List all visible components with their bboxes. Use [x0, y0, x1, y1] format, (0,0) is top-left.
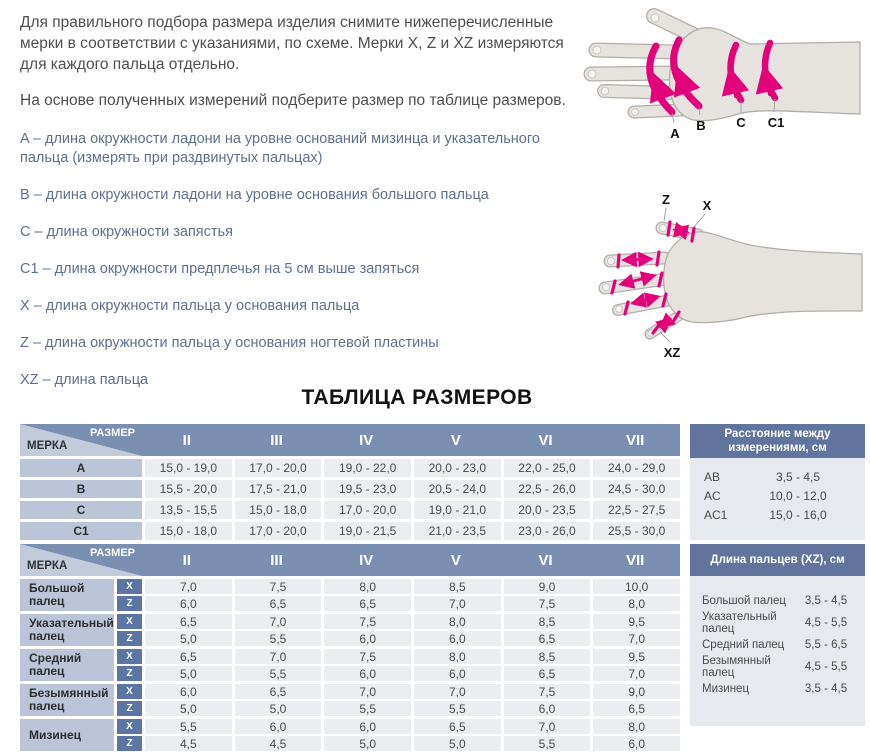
distance-panel-header: Расстояние между измерениями, см — [690, 424, 865, 458]
finger-x-value-cell: 9,5 — [593, 614, 680, 629]
finger-z-value-cell: 6,5 — [235, 596, 322, 611]
size-column-header: V — [450, 431, 461, 449]
finger-z-value-cell: 6,0 — [324, 666, 411, 681]
finger-x-value-cell: 10,0 — [593, 579, 680, 594]
z-chip: Z — [117, 701, 142, 716]
finger-length-row — [690, 656, 865, 678]
finger-x-value-cell: 8,0 — [324, 579, 411, 594]
size-range-cell: 22,5 - 27,5 — [593, 501, 680, 519]
table2-corner-cell — [20, 544, 142, 576]
table1-row — [20, 459, 680, 477]
table1-row — [20, 480, 680, 498]
finger-x-value-cell: 8,5 — [504, 614, 591, 629]
finger-z-value-cell: 7,5 — [504, 596, 591, 611]
distance-panel — [690, 424, 865, 540]
measure-label: C1 — [20, 522, 142, 540]
distance-row — [690, 505, 865, 524]
size-range-cell: 17,5 - 21,0 — [235, 480, 322, 498]
finger-length-value: 5,5 - 6,5 — [804, 639, 848, 651]
finger-z-value-cell: 5,5 — [235, 666, 322, 681]
finger-length-value: 3,5 - 4,5 — [804, 595, 848, 607]
x-chip: X — [117, 579, 142, 594]
table1-corner-cell — [20, 424, 142, 456]
size-column-header: IV — [359, 431, 374, 449]
finger-z-value-cell: 5,0 — [235, 701, 322, 716]
corner-size-label: РАЗМЕР — [89, 427, 135, 439]
finger-length-label: Указательный палец — [702, 611, 777, 635]
finger-group-row — [20, 579, 680, 611]
finger-z-value-cell: 5,5 — [324, 701, 411, 716]
corner-merka-label: МЕРКА — [27, 440, 68, 452]
size-column-header: IV — [359, 551, 374, 569]
finger-z-value-cell: 5,0 — [145, 631, 232, 646]
table1-body — [20, 459, 680, 540]
size-range-cell: 23,0 - 26,0 — [504, 522, 591, 540]
finger-z-value-cell: 5,0 — [145, 701, 232, 716]
z-chip: Z — [117, 736, 142, 751]
x-chip: X — [117, 614, 142, 629]
size-table-title: ТАБЛИЦА РАЗМЕРОВ — [301, 386, 533, 409]
table1-row — [20, 501, 680, 519]
finger-group-row — [20, 719, 680, 751]
size-range-cell: 19,5 - 23,0 — [324, 480, 411, 498]
finger-label: Большой палец — [20, 579, 114, 611]
x-chip: X — [117, 719, 142, 734]
size-column-header: III — [270, 551, 283, 569]
size-column-header: VII — [625, 551, 645, 569]
size-range-cell: 25,5 - 30,0 — [593, 522, 680, 540]
size-column-header: V — [450, 551, 461, 569]
finger-length-value: 4,5 - 5,5 — [804, 617, 848, 629]
finger-z-value-cell: 6,5 — [504, 666, 591, 681]
finger-x-value-cell: 6,5 — [145, 614, 232, 629]
size-range-cell: 24,0 - 29,0 — [593, 459, 680, 477]
finger-length-value: 4,5 - 5,5 — [804, 661, 848, 673]
finger-length-row — [690, 612, 865, 634]
finger-z-value-cell: 6,0 — [593, 736, 680, 751]
finger-z-value-cell: 5,0 — [324, 736, 411, 751]
label-a: A — [670, 126, 680, 141]
definition-item: C – длина окружности запястья — [20, 224, 233, 240]
label-x: X — [702, 198, 712, 213]
corner-size-label: РАЗМЕР — [89, 547, 135, 559]
finger-group-row — [20, 614, 680, 646]
size-range-cell: 19,0 - 21,0 — [414, 501, 501, 519]
definitions-list — [20, 130, 588, 408]
finger-x-value-cell: 7,0 — [235, 649, 322, 664]
measure-label: C — [20, 501, 142, 519]
z-chip: Z — [117, 596, 142, 611]
x-chip: X — [117, 649, 142, 664]
size-range-cell: 20,0 - 23,0 — [414, 459, 501, 477]
size-table-fingers — [20, 544, 680, 754]
finger-x-value-cell: 7,5 — [504, 684, 591, 699]
finger-z-value-cell: 5,5 — [504, 736, 591, 751]
finger-label: Средний палец — [20, 649, 114, 681]
finger-z-value-cell: 5,0 — [414, 736, 501, 751]
finger-group-row — [20, 649, 680, 681]
size-column-header: VII — [625, 431, 645, 449]
definition-item: XZ – длина пальца — [20, 372, 149, 388]
x-chip: X — [117, 684, 142, 699]
finger-z-value-cell: 6,5 — [504, 631, 591, 646]
finger-x-value-cell: 7,0 — [414, 684, 501, 699]
size-column-header: III — [270, 431, 283, 449]
corner-merka-label: МЕРКА — [27, 560, 68, 572]
label-xz: XZ — [663, 345, 681, 360]
definition-item: Z – длина окружности пальца у основания ногтевой пластины — [20, 335, 439, 351]
size-range-cell: 19,0 - 22,0 — [324, 459, 411, 477]
finger-length-panel-header: Длина пальцев (XZ), см — [690, 544, 865, 576]
measure-label: A — [20, 459, 142, 477]
finger-length-value: 3,5 - 4,5 — [804, 683, 848, 695]
finger-x-value-cell: 6,5 — [145, 649, 232, 664]
definition-item: B – длина окружности ладони на уровне основания большого пальца — [20, 187, 489, 203]
definition-item: C1 – длина окружности предплечья на 5 см выше запяться — [20, 261, 420, 277]
finger-z-value-cell: 6,0 — [145, 596, 232, 611]
finger-x-value-cell: 6,5 — [414, 719, 501, 734]
finger-x-value-cell: 5,5 — [145, 719, 232, 734]
size-range-cell: 15,5 - 20,0 — [145, 480, 232, 498]
size-range-cell: 20,0 - 23,5 — [504, 501, 591, 519]
intro-paragraph-1: Для правильного подбора размера изделия снимите нижеперечисленные мерки в соответствии с указаниями, по схеме. Мерки X, Z и XZ измеряются для каждого пальца отдельно. — [20, 14, 564, 73]
finger-x-value-cell: 6,5 — [235, 684, 322, 699]
size-range-cell: 15,0 - 19,0 — [145, 459, 232, 477]
size-table-girths — [20, 424, 680, 543]
finger-group-row — [20, 684, 680, 716]
finger-x-value-cell: 9,0 — [504, 579, 591, 594]
finger-x-value-cell: 6,0 — [235, 719, 322, 734]
finger-z-value-cell: 6,5 — [593, 701, 680, 716]
finger-z-value-cell: 6,0 — [414, 666, 501, 681]
finger-x-value-cell: 7,0 — [504, 719, 591, 734]
finger-length-panel-body — [690, 576, 865, 726]
distance-panel-body — [690, 458, 865, 540]
distance-row — [690, 486, 865, 505]
distance-value: 10,0 - 12,0 — [769, 488, 827, 503]
finger-x-value-cell: 6,0 — [324, 719, 411, 734]
label-c: C — [736, 115, 746, 130]
finger-z-value-cell: 7,0 — [593, 666, 680, 681]
finger-z-value-cell: 5,0 — [145, 666, 232, 681]
label-z: Z — [662, 192, 670, 207]
finger-x-value-cell: 7,0 — [235, 614, 322, 629]
finger-z-value-cell: 5,5 — [235, 631, 322, 646]
size-range-cell: 15,0 - 18,0 — [235, 501, 322, 519]
size-range-cell: 17,0 - 20,0 — [235, 522, 322, 540]
distance-label: AB — [704, 469, 721, 484]
finger-x-value-cell: 7,0 — [324, 684, 411, 699]
finger-length-label: Средний палец — [702, 639, 785, 651]
distance-label: AC — [704, 488, 721, 503]
table2-body — [20, 579, 680, 751]
finger-length-panel — [690, 544, 865, 726]
z-chip: Z — [117, 666, 142, 681]
finger-x-value-cell: 6,0 — [145, 684, 232, 699]
finger-length-label: Безымянный палец — [702, 655, 771, 679]
size-range-cell: 19,0 - 21,5 — [324, 522, 411, 540]
hand-outline-1 — [588, 14, 860, 121]
finger-length-row — [690, 678, 865, 700]
finger-z-value-cell: 6,5 — [324, 596, 411, 611]
finger-x-value-cell: 8,0 — [414, 614, 501, 629]
table1-header-row — [20, 424, 680, 456]
finger-label: Указательный палец — [20, 614, 114, 646]
finger-label: Мизинец — [20, 719, 114, 751]
table2-header-row — [20, 544, 680, 576]
finger-x-value-cell: 8,0 — [414, 649, 501, 664]
finger-x-value-cell: 7,5 — [324, 614, 411, 629]
size-range-cell: 15,0 - 18,0 — [145, 522, 232, 540]
size-column-header: VI — [538, 431, 553, 449]
z-chip: Z — [117, 631, 142, 646]
finger-length-label: Большой палец — [702, 595, 786, 607]
size-range-cell: 17,0 - 20,0 — [324, 501, 411, 519]
finger-z-value-cell: 6,0 — [414, 631, 501, 646]
distance-label: AC1 — [704, 507, 728, 522]
finger-z-value-cell: 7,0 — [593, 631, 680, 646]
table1-row — [20, 522, 680, 540]
distance-value: 3,5 - 4,5 — [775, 469, 821, 484]
label-b: B — [696, 118, 706, 133]
hand-diagram-fingers — [580, 182, 870, 384]
hand-diagram-girths — [578, 0, 870, 182]
finger-z-value-cell: 4,5 — [235, 736, 322, 751]
finger-label: Безымянный палец — [20, 684, 114, 716]
size-column-header: II — [182, 431, 191, 449]
size-column-header: II — [182, 551, 191, 569]
finger-z-value-cell: 4,5 — [145, 736, 232, 751]
finger-length-row — [690, 590, 865, 612]
definition-item: A – длина окружности ладони на уровне оснований мизинца и указательного пальца (измерять при раздвинутых пальцах) — [20, 131, 540, 166]
finger-x-value-cell: 8,5 — [414, 579, 501, 594]
label-c1: C1 — [767, 115, 785, 130]
finger-x-value-cell: 8,5 — [504, 649, 591, 664]
size-range-cell: 22,0 - 25,0 — [504, 459, 591, 477]
size-range-cell: 24,5 - 30,0 — [593, 480, 680, 498]
finger-z-value-cell: 6,0 — [324, 631, 411, 646]
distance-value: 15,0 - 16,0 — [769, 507, 827, 522]
finger-x-value-cell: 7,5 — [324, 649, 411, 664]
size-range-cell: 13,5 - 15,5 — [145, 501, 232, 519]
finger-z-value-cell: 6,0 — [504, 701, 591, 716]
finger-x-value-cell: 9,0 — [593, 684, 680, 699]
finger-z-value-cell: 7,0 — [414, 596, 501, 611]
distance-row — [690, 467, 865, 486]
size-column-header: VI — [538, 551, 553, 569]
finger-x-value-cell: 9,5 — [593, 649, 680, 664]
definition-item: X – длина окружности пальца у основания пальца — [20, 298, 360, 314]
finger-z-value-cell: 5,5 — [414, 701, 501, 716]
finger-x-value-cell: 7,0 — [145, 579, 232, 594]
finger-z-value-cell: 8,0 — [593, 596, 680, 611]
size-range-cell: 20,5 - 24,0 — [414, 480, 501, 498]
size-range-cell: 22,5 - 26,0 — [504, 480, 591, 498]
finger-length-label: Мизинец — [702, 683, 750, 695]
intro-paragraph-2: На основе полученных измерений подберите размер по таблице размеров. — [20, 92, 566, 109]
measure-label: B — [20, 480, 142, 498]
finger-x-value-cell: 8,0 — [593, 719, 680, 734]
size-range-cell: 21,0 - 23,5 — [414, 522, 501, 540]
size-range-cell: 17,0 - 20,0 — [235, 459, 322, 477]
finger-length-row — [690, 634, 865, 656]
finger-x-value-cell: 7,5 — [235, 579, 322, 594]
